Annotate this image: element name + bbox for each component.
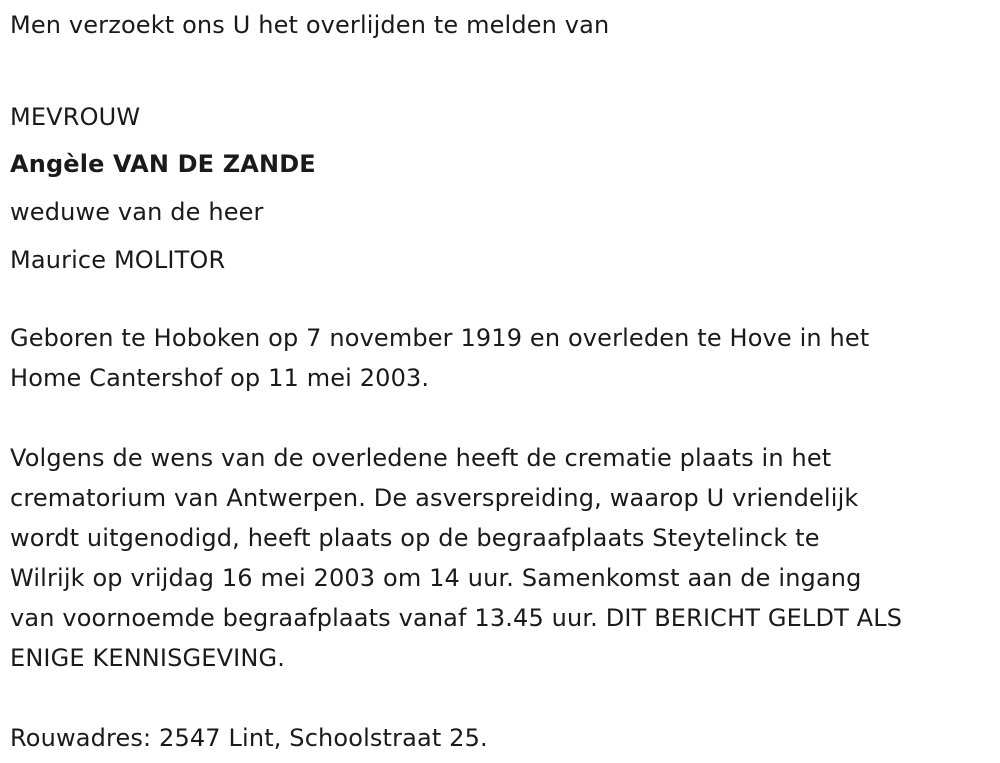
honorific-title: MEVROUW [10,103,141,131]
death-notice [10,8,990,758]
spacer [10,42,990,82]
paragraph-line: Geboren te Hoboken op 7 november 1919 en overleden te Hove in het [10,324,870,352]
spouse-name: Maurice MOLITOR [10,246,226,274]
paragraph-line: ENIGE KENNISGEVING. [10,644,285,672]
paragraph-line: wordt uitgenodigd, heeft plaats op de begraafplaats Steytelinck te [10,524,820,552]
spacer [10,284,990,318]
spacer [10,678,990,718]
paragraph-line: crematorium van Antwerpen. De asverspreiding, waarop U vriendelijk [10,484,859,512]
deceased-name: Angèle VAN DE ZANDE [10,150,316,178]
spacer [10,398,990,438]
intro-text: Men verzoekt ons U het overlijden te melden van [10,11,610,39]
relation-text: weduwe van de heer [10,198,264,226]
ceremony-paragraph [10,438,990,678]
paragraph-line: Volgens de wens van de overledene heeft de crematie plaats in het [10,444,832,472]
paragraph-line: Home Cantershof op 11 mei 2003. [10,364,430,392]
birth-death-paragraph [10,318,990,398]
paragraph-line: van voornoemde begraafplaats vanaf 13.45 uur. DIT BERICHT GELDT ALS [10,604,903,632]
mourning-address: Rouwadres: 2547 Lint, Schoolstraat 25. [10,724,488,752]
paragraph-line: Wilrijk op vrijdag 16 mei 2003 om 14 uur. Samenkomst aan de ingang [10,564,862,592]
